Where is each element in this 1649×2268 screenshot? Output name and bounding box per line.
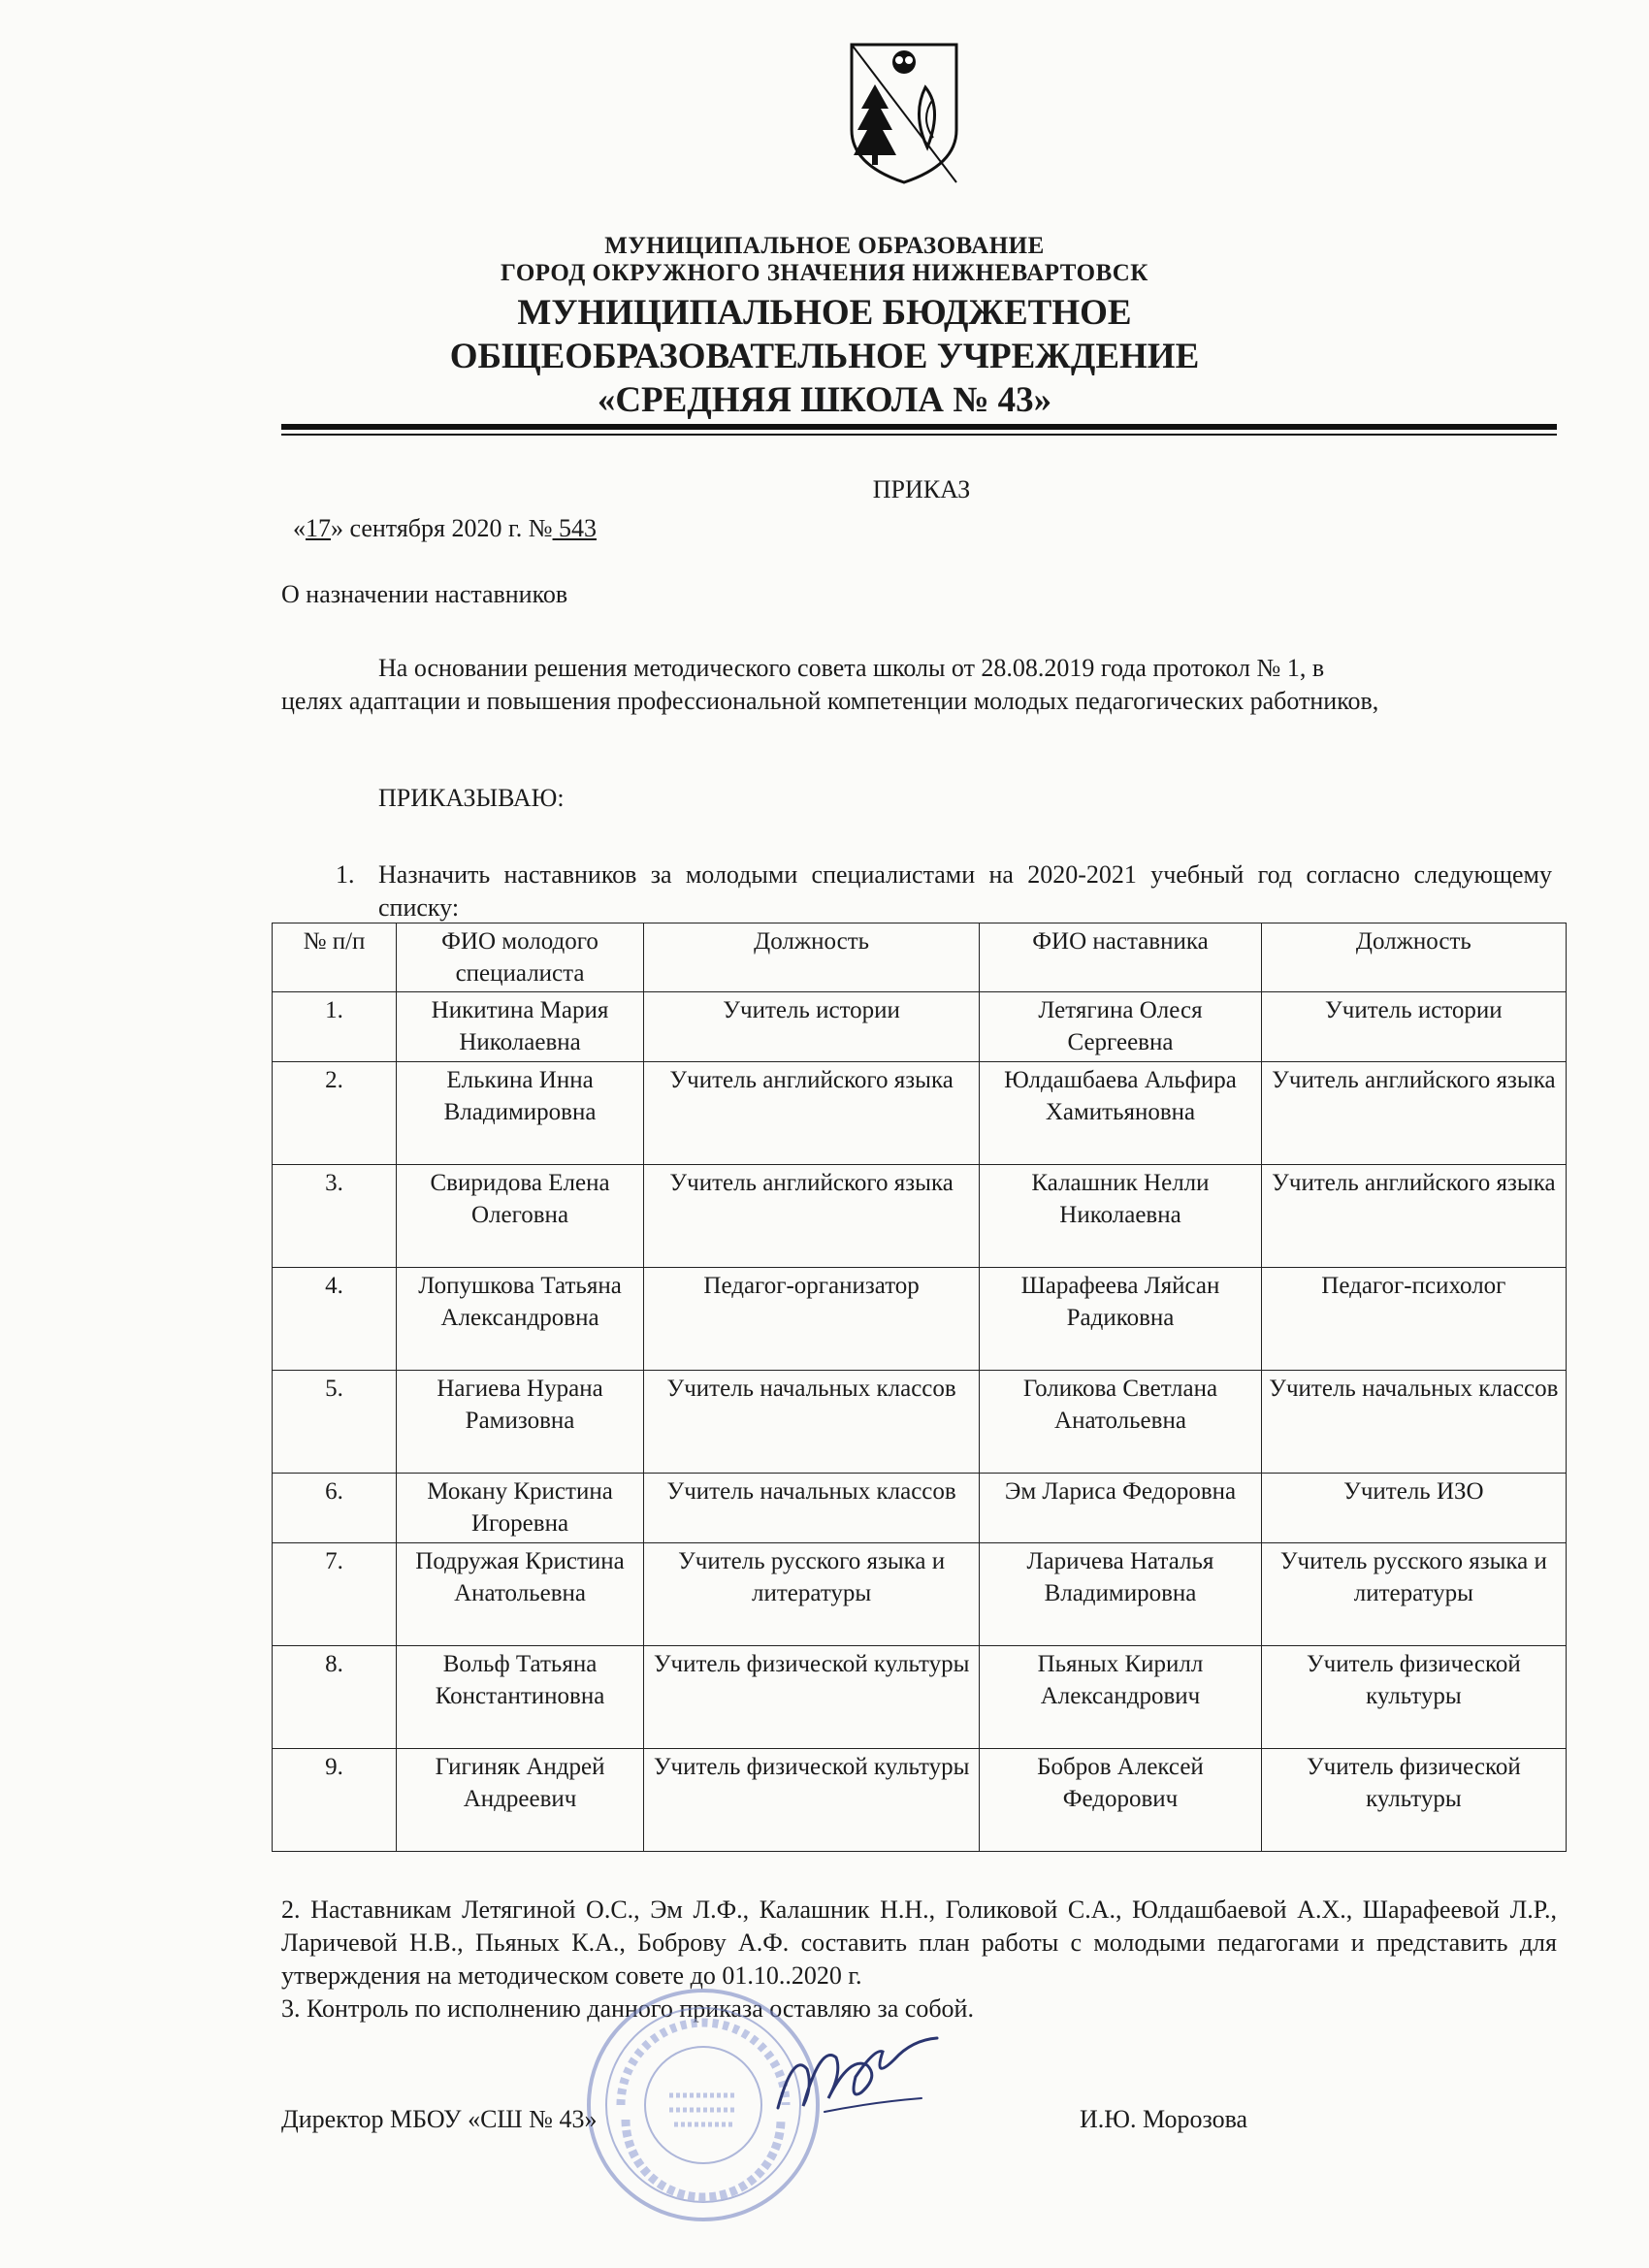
specialist-name: Елькина Инна Владимировна: [397, 1062, 644, 1165]
table-row: [273, 1646, 1567, 1749]
mentor-position: Учитель английского языка: [1261, 1165, 1566, 1268]
table-row: [273, 1165, 1567, 1268]
date-rest: » сентября 2020 г. №: [331, 514, 553, 542]
org-line-4: ОБЩЕОБРАЗОВАТЕЛЬНОЕ УЧРЕЖДЕНИЕ: [449, 337, 1200, 376]
date-day: 17: [306, 514, 331, 542]
row-number: 4.: [273, 1268, 397, 1371]
specialist-name: Подружая Кристина Анатольевна: [397, 1543, 644, 1646]
header-rule-thick: [281, 424, 1557, 430]
table-row: [273, 1474, 1567, 1543]
header-rule-thin: [281, 434, 1557, 436]
specialist-position: Учитель английского языка: [644, 1062, 980, 1165]
org-school-name: [0, 291, 1649, 422]
specialist-name: Лопушкова Татьяна Александровна: [397, 1268, 644, 1371]
document-date: [293, 514, 597, 543]
mentor-position: Учитель английского языка: [1261, 1062, 1566, 1165]
specialist-position: Учитель истории: [644, 992, 980, 1062]
date-open: «: [293, 514, 306, 542]
table-row: [273, 1749, 1567, 1852]
preamble-rest: целях адаптации и повышения профессиональной компетенции молодых педагогических работников,: [281, 687, 1379, 715]
table-row: [273, 1268, 1567, 1371]
header-cell-mentor-position: Должность: [1261, 923, 1566, 992]
mentor-position: Учитель физической культуры: [1261, 1749, 1566, 1852]
mentor-name: Бобров Алексей Федорович: [980, 1749, 1262, 1852]
table-header-row: [273, 923, 1567, 992]
mentor-name: Шарафеева Ляйсан Радиковна: [980, 1268, 1262, 1371]
mentor-position: Учитель физической культуры: [1261, 1646, 1566, 1749]
specialist-name: Никитина Мария Николаевна: [397, 992, 644, 1062]
org-line-2: ГОРОД ОКРУЖНОГО ЗНАЧЕНИЯ НИЖНЕВАРТОВСК: [501, 260, 1148, 286]
header-cell-young-specialist: ФИО молодого специалиста: [397, 923, 644, 992]
specialist-position: Учитель начальных классов: [644, 1371, 980, 1474]
mentor-name: Пьяных Кирилл Александрович: [980, 1646, 1262, 1749]
coat-of-arms-icon: [846, 41, 962, 186]
order-item-1: [281, 859, 1552, 924]
row-number: 6.: [273, 1474, 397, 1543]
mentor-position: Учитель русского языка и литературы: [1261, 1543, 1566, 1646]
specialist-name: Нагиева Нурана Рамизовна: [397, 1371, 644, 1474]
order-number: 543: [552, 514, 598, 542]
document-subject: О назначении наставников: [281, 580, 568, 608]
specialist-name: Свиридова Елена Олеговна: [397, 1165, 644, 1268]
specialist-position: Учитель физической культуры: [644, 1646, 980, 1749]
item-text: Назначить наставников за молодыми специалистами на 2020-2021 учебный год согласно следующему списку:: [378, 860, 1552, 922]
row-number: 2.: [273, 1062, 397, 1165]
table-row: [273, 1371, 1567, 1474]
row-number: 8.: [273, 1646, 397, 1749]
header-cell-position: Должность: [644, 923, 980, 992]
specialist-name: Мокану Кристина Игоревна: [397, 1474, 644, 1543]
specialist-position: Учитель русского языка и литературы: [644, 1543, 980, 1646]
specialist-name: Гигиняк Андрей Андреевич: [397, 1749, 644, 1852]
header-cell-mentor: ФИО наставника: [980, 923, 1262, 992]
mentor-name: Летягина Олеся Сергеевна: [980, 992, 1262, 1062]
mentor-name: Юлдашбаева Альфира Хамитьяновна: [980, 1062, 1262, 1165]
mentor-name: Калашник Нелли Николаевна: [980, 1165, 1262, 1268]
table-row: [273, 1543, 1567, 1646]
org-line-5: «СРЕДНЯЯ ШКОЛА № 43»: [597, 380, 1052, 420]
mentors-table: [272, 923, 1567, 1852]
specialist-position: Учитель английского языка: [644, 1165, 980, 1268]
org-line-3: МУНИЦИПАЛЬНОЕ БЮДЖЕТНОЕ: [517, 293, 1132, 333]
org-line-1: МУНИЦИПАЛЬНОЕ ОБРАЗОВАНИЕ: [604, 233, 1045, 259]
mentor-name: Эм Лариса Федоровна: [980, 1474, 1262, 1543]
order-word: ПРИКАЗЫВАЮ:: [378, 784, 565, 812]
table-row: [273, 1062, 1567, 1165]
mentor-position: Учитель ИЗО: [1261, 1474, 1566, 1543]
document-title: ПРИКАЗ: [872, 475, 971, 503]
signature-name: И.Ю. Морозова: [1080, 2105, 1248, 2133]
mentor-position: Учитель истории: [1261, 992, 1566, 1062]
signature-position: Директор МБОУ «СШ № 43»: [281, 2105, 598, 2133]
specialist-name: Вольф Татьяна Константиновна: [397, 1646, 644, 1749]
row-number: 5.: [273, 1371, 397, 1474]
table-row: [273, 992, 1567, 1062]
row-number: 1.: [273, 992, 397, 1062]
row-number: 7.: [273, 1543, 397, 1646]
row-number: 3.: [273, 1165, 397, 1268]
director-signature-icon: [766, 2023, 951, 2129]
preamble-first-line: На основании решения методического совета школы от 28.08.2019 года протокол № 1, в: [378, 654, 1325, 682]
order-item-2: 2. Наставникам Летягиной О.С., Эм Л.Ф., Калашник Н.Н., Голиковой С.А., Юлдашбаевой А.Х., Шарафеевой Л.Р., Ларичевой Н.В., Пьяных К.А., Боброву А.Ф. составить план работы с молодыми педагогами и представить для утверждения на методическом совете до 01.10..2020 г.: [281, 1895, 1557, 1990]
specialist-position: Учитель начальных классов: [644, 1474, 980, 1543]
preamble: [281, 652, 1552, 718]
mentor-position: Педагог-психолог: [1261, 1268, 1566, 1371]
order-item-3: 3. Контроль по исполнению данного приказа оставляю за собой.: [281, 1994, 974, 2023]
specialist-position: Учитель физической культуры: [644, 1749, 980, 1852]
order-items-2-3: [281, 1894, 1557, 2025]
header-cell-number: № п/п: [273, 923, 397, 992]
mentor-position: Учитель начальных классов: [1261, 1371, 1566, 1474]
mentor-name: Ларичева Наталья Владимировна: [980, 1543, 1262, 1646]
mentor-name: Голикова Светлана Анатольевна: [980, 1371, 1262, 1474]
row-number: 9.: [273, 1749, 397, 1852]
item-number: 1.: [336, 860, 355, 889]
specialist-position: Педагог-организатор: [644, 1268, 980, 1371]
